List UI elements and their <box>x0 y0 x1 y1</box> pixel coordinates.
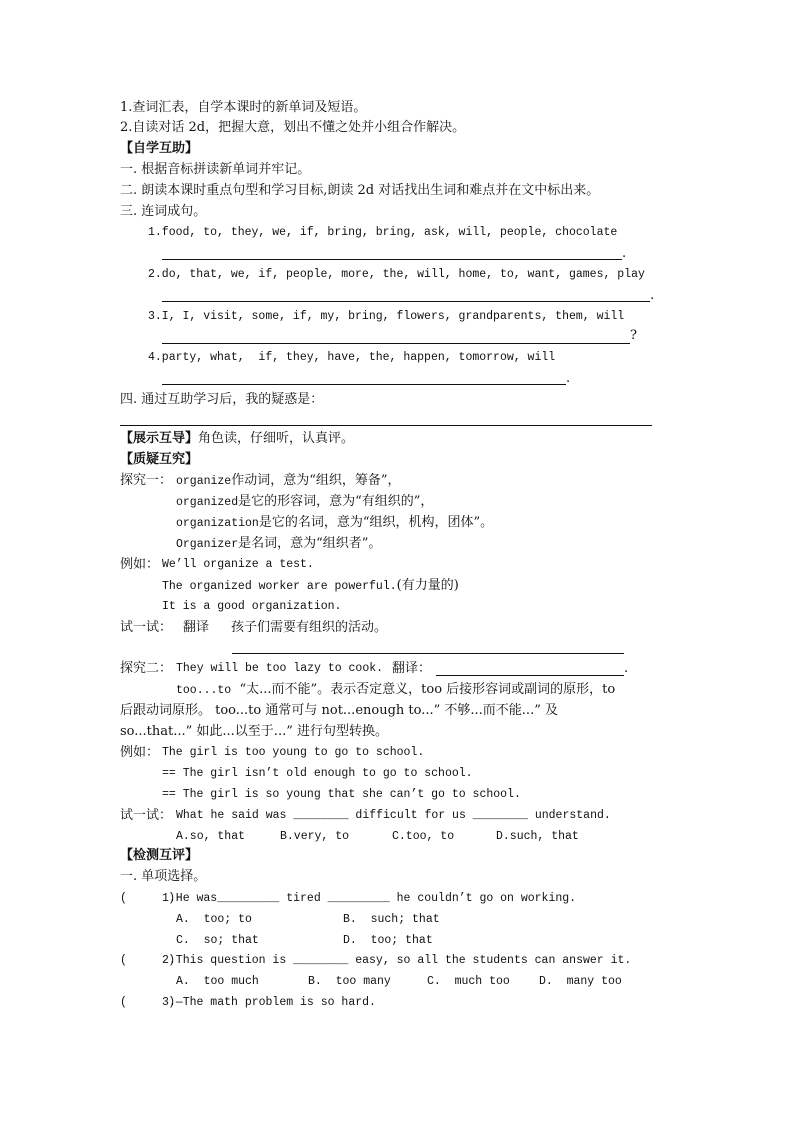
translation-line-1[interactable] <box>232 653 624 654</box>
explore2-note-1 <box>176 682 615 699</box>
answer-end-4: . <box>566 371 571 386</box>
term-en: Organizer <box>176 538 239 551</box>
q2-option-a[interactable]: A. too much <box>176 975 259 988</box>
q3-answer-paren[interactable]: ( ) <box>120 996 176 1009</box>
explore2-end: . <box>624 661 629 676</box>
q2-answer-paren[interactable]: ( ) <box>120 954 176 967</box>
word-group-4: 4.party, what, if, they, have, the, happen, tomorrow, will <box>148 351 556 364</box>
word-group-2: 2.do, that, we, if, people, more, the, will, home, to, want, games, play <box>148 268 645 281</box>
answer-line-2[interactable] <box>162 301 650 302</box>
explore2-translate-label: 翻译： <box>392 661 432 676</box>
explore2-option-b[interactable]: B.very, to <box>280 830 350 843</box>
explore2-note-3: so...that...” 如此...以至于...” 进行句型转换。 <box>120 724 388 739</box>
self-study-item-2: 二. 朗读本课时重点句型和学习目标,朗读 2d 对话找出生词和难点并在文中标出来。 <box>120 183 600 198</box>
intro-line-1: 1.查词汇表，自学本课时的新单词及短语。 <box>120 100 367 115</box>
explore1-line-4 <box>176 536 381 553</box>
explore2-note-2: 后跟动词原形。 too...to 通常可与 not...enough to...” 不够...而不能...” 及 <box>120 703 558 718</box>
explore2-sentence: They will be too lazy to cook. <box>176 662 384 675</box>
q2-option-b[interactable]: B. too many <box>308 975 391 988</box>
explore1-example-1: We’ll organize a test. <box>162 558 314 571</box>
self-study-item-4: 四. 通过互助学习后，我的疑惑是： <box>120 392 324 407</box>
explore2-example-label: 例如： <box>120 745 160 760</box>
intro-line-2: 2.自读对话 2d，把握大意，划出不懂之处并小组合作解决。 <box>120 120 466 135</box>
explore1-try-text: 孩子们需要有组织的活动。 <box>231 620 388 635</box>
q1-option-a[interactable]: A. too; to <box>176 913 252 926</box>
explore1-line-3 <box>176 515 493 532</box>
q3-text: 3.—The math problem is so hard. <box>162 996 376 1009</box>
answer-line-3[interactable] <box>162 343 630 344</box>
explore2-try-label: 试一试： <box>120 808 173 823</box>
explore1-example-2-note: (有力量的) <box>396 578 459 593</box>
explore2-option-a[interactable]: A.so, that <box>176 830 246 843</box>
q1-answer-paren[interactable]: ( ) <box>120 892 176 905</box>
explore2-example-2: == The girl isn’t old enough to go to school. <box>162 767 473 780</box>
show-row <box>120 431 354 447</box>
section-header-test: 【检测互评】 <box>120 848 199 863</box>
explore1-line-1 <box>176 473 401 490</box>
q2-option-d[interactable]: D. many too <box>539 975 622 988</box>
term-en: organized <box>176 496 239 509</box>
explore1-example-label: 例如： <box>120 557 160 572</box>
self-study-item-1: 一. 根据音标拼读新单词并牢记。 <box>120 162 311 177</box>
q1-option-d[interactable]: D. too; that <box>343 934 433 947</box>
explore2-label: 探究二： <box>120 661 173 676</box>
word-group-3: 3.I, I, visit, some, if, my, bring, flowers, grandparents, them, will <box>148 310 625 323</box>
show-text: 角色读，仔细听，认真评。 <box>198 431 355 446</box>
translation-line-2[interactable] <box>436 675 624 676</box>
q2-option-c[interactable]: C. much too <box>427 975 510 988</box>
q1-option-c[interactable]: C. so; that <box>176 934 259 947</box>
answer-end-1: . <box>622 246 627 261</box>
term-zh: 是它的名词，意为“组织，机构，团体”。 <box>258 515 494 530</box>
explore1-try-word: 翻译 <box>183 620 210 635</box>
section-header-self-study: 【自学互助】 <box>120 141 199 156</box>
q2-text: 2.This question is ________ easy, so all the students can answer it. <box>162 954 632 967</box>
explore2-example-3: == The girl is so young that she can’t go to school. <box>162 788 521 801</box>
answer-line-1[interactable] <box>162 259 622 260</box>
explore1-try-label: 试一试： <box>120 620 173 635</box>
explore2-try-text: What he said was ________ difficult for us ________ understand. <box>176 809 611 822</box>
answer-end-2: . <box>650 288 655 303</box>
note-text: “太...而不能”。表示否定意义，too 后接形容词或副词的原形，to <box>239 682 616 697</box>
section-header-show: 【展示互导】 <box>120 431 199 446</box>
term-zh: 是它的形容词，意为“有组织的”， <box>238 494 434 509</box>
explore2-option-c[interactable]: C.too, to <box>392 830 455 843</box>
explore1-example-2: The organized worker are powerful. <box>162 580 397 593</box>
explore1-example-3: It is a good organization. <box>162 600 342 613</box>
term-zh: 作动词，意为“组织，筹备”， <box>231 473 401 488</box>
explore1-example-2-row <box>162 578 459 595</box>
test-section-title: 一. 单项选择。 <box>120 869 207 884</box>
answer-line-4[interactable] <box>162 384 566 385</box>
term-en: organization <box>176 517 259 530</box>
word-group-1: 1.food, to, they, we, if, bring, bring, ask, will, people, chocolate <box>148 226 618 239</box>
section-header-inquiry: 【质疑互究】 <box>120 452 199 467</box>
term-en: organize <box>176 475 232 488</box>
self-study-item-3: 三. 连词成句。 <box>120 204 207 219</box>
answer-end-3: ? <box>630 328 637 343</box>
note-term: too...to <box>176 684 232 697</box>
explore1-line-2 <box>176 494 433 511</box>
q1-text: 1.He was_________ tired _________ he couldn’t go on working. <box>162 892 577 905</box>
q1-option-b[interactable]: B. such; that <box>343 913 440 926</box>
explore2-example-1: The girl is too young to go to school. <box>162 746 425 759</box>
term-zh: 是名词，意为“组织者”。 <box>238 536 382 551</box>
explore1-label: 探究一： <box>120 473 173 488</box>
doubts-line[interactable] <box>120 425 652 426</box>
explore2-option-d[interactable]: D.such, that <box>496 830 579 843</box>
